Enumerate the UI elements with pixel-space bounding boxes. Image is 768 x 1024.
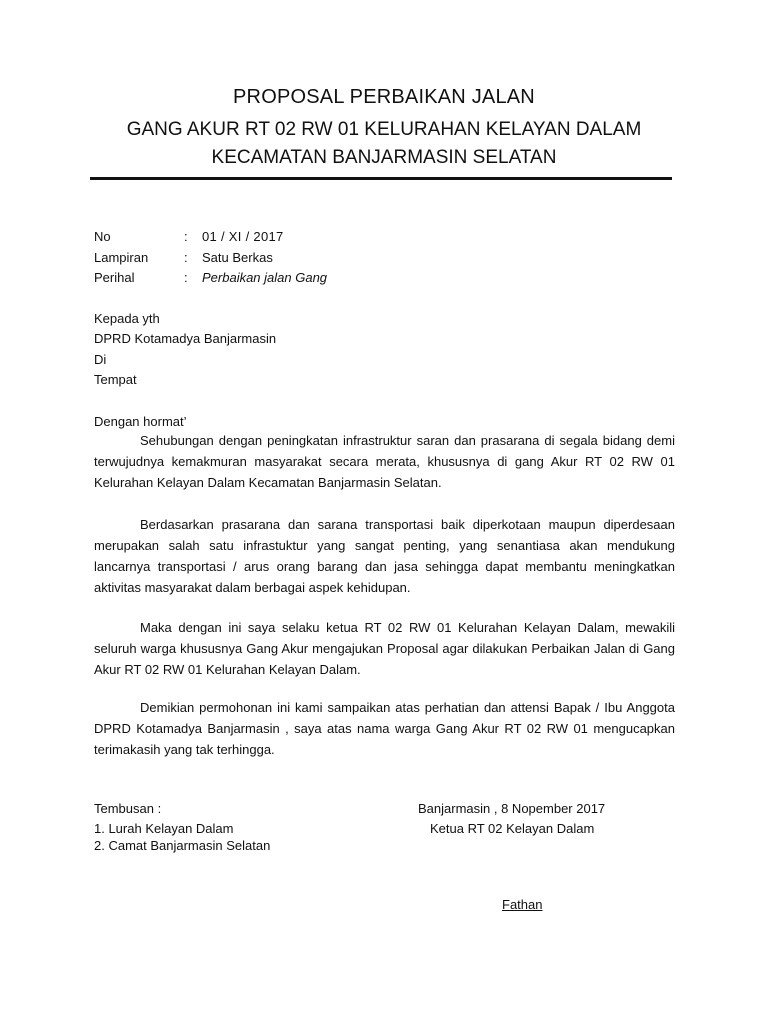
meta-value: Satu Berkas (202, 250, 273, 265)
meta-value: 01 / XI / 2017 (202, 229, 284, 244)
meta-value: Perbaikan jalan Gang (202, 270, 328, 285)
meta-colon: : (184, 229, 188, 244)
meta-colon: : (184, 270, 188, 285)
meta-colon: : (184, 250, 188, 265)
meta-label: Lampiran (94, 250, 149, 265)
recipient-di: Di (94, 352, 107, 367)
body-paragraph: Berdasarkan prasarana dan sarana transportasi baik diperkotaan maupun diperdesaan merupakan salah satu infrastuktur yang sangat penting, yang senantiasa akan mendukung lancarnya transportasi / arus orang barang dan jasa sehingga dapat membantu meningkatkan aktivitas masyarakat dalam berbagai aspek kehidupan. (94, 517, 675, 595)
recipient-greeting: Kepada yth (94, 311, 160, 326)
document-title: PROPOSAL PERBAIKAN JALAN (233, 86, 535, 108)
tembusan-item: 2. Camat Banjarmasin Selatan (94, 838, 271, 853)
recipient-place: Tempat (94, 372, 137, 387)
meta-label: No (94, 229, 111, 244)
signer-position: Ketua RT 02 Kelayan Dalam (430, 821, 595, 836)
body-paragraph: Maka dengan ini saya selaku ketua RT 02 RW 01 Kelurahan Kelayan Dalam, mewakili seluruh warga khususnya Gang Akur mengajukan Proposal agar dilakukan Perbaikan Jalan di Gang Akur RT 02 RW 01 Kelurahan Kelayan Dalam. (94, 620, 675, 677)
tembusan-item: 1. Lurah Kelayan Dalam (94, 821, 234, 836)
tembusan-label: Tembusan : (94, 801, 162, 816)
place-date: Banjarmasin , 8 Nopember 2017 (418, 801, 606, 816)
recipient-name: DPRD Kotamadya Banjarmasin (94, 331, 277, 346)
document-subtitle-line1: GANG AKUR RT 02 RW 01 KELURAHAN KELAYAN DALAM (126, 119, 642, 140)
document-subtitle-line2: KECAMATAN BANJARMASIN SELATAN (211, 147, 557, 168)
meta-label: Perihal (94, 270, 135, 285)
body-paragraph: Sehubungan dengan peningkatan infrastruktur saran dan prasarana di segala bidang demi terwujudnya kemakmuran masyarakat secara merata, khususnya di gang Akur RT 02 RW 01 Kelurahan Kelayan Dalam Kecamatan Banjarmasin Selatan. (94, 433, 675, 490)
body-paragraph: Demikian permohonan ini kami sampaikan atas perhatian dan attensi Bapak / Ibu Anggota DPRD Kotamadya Banjarmasin , saya atas nama warga Gang Akur RT 02 RW 01 mengucapkan terimakasih yang tak terhingga. (94, 700, 675, 757)
signer-name: Fathan (502, 897, 543, 912)
header-divider (90, 177, 672, 180)
salutation: Dengan hormat’ (94, 414, 187, 429)
